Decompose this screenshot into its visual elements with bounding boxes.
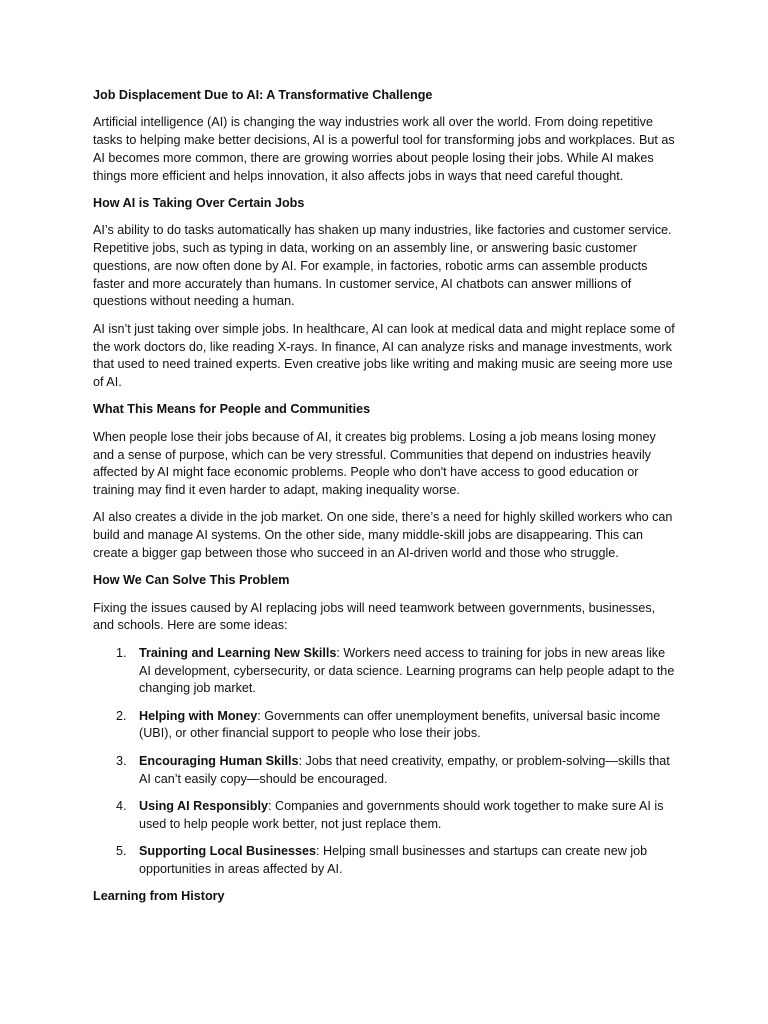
section-heading-solve-problem: How We Can Solve This Problem bbox=[93, 573, 290, 588]
list-item bbox=[93, 798, 675, 834]
solutions-list bbox=[93, 645, 675, 879]
list-item-text: : Helping small businesses and startups can create new job opportunities in areas affected by AI. bbox=[139, 843, 648, 876]
list-item-number: 4. bbox=[116, 798, 127, 813]
section3-paragraph-1: Fixing the issues caused by AI replacing jobs will need teamwork between governments, businesses, and schools. Here are some ideas: bbox=[93, 600, 656, 633]
section-heading-learning-history: Learning from History bbox=[93, 888, 225, 903]
list-item-text: : Governments can offer unemployment benefits, universal basic income (UBI), or other financial support to people who lose their jobs. bbox=[139, 708, 661, 741]
section1-paragraph-2: AI isn’t just taking over simple jobs. In healthcare, AI can look at medical data and might replace some of the work doctors do, like reading X-rays. In finance, AI can analyze risks and manage investments, work that used to need trained experts. Even creative jobs like writing and making music are seeing more use of AI. bbox=[93, 321, 675, 390]
list-item-term: Supporting Local Businesses bbox=[139, 843, 317, 858]
section2-paragraph-1: When people lose their jobs because of AI, it creates big problems. Losing a job means losing money and a sense of purpose, which can be very stressful. Communities that depend on industries heavily affected by AI might face economic problems. People who don't have access to good education or training may find it even harder to adapt, making inequality worse. bbox=[93, 429, 656, 498]
section1-paragraph-1: AI’s ability to do tasks automatically has shaken up many industries, like factories and customer service. Repetitive jobs, such as typing in data, working on an assembly line, or answering basic customer questions, are now often done by AI. For example, in factories, robotic arms can assemble products faster and more accurately than humans. In customer service, AI chatbots can answer millions of questions without needing a human. bbox=[93, 223, 672, 309]
list-item-number: 2. bbox=[116, 708, 127, 723]
list-item-number: 1. bbox=[116, 645, 127, 660]
list-item-number: 5. bbox=[116, 843, 127, 858]
intro-paragraph: Artificial intelligence (AI) is changing the way industries work all over the world. From doing repetitive tasks to helping make better decisions, AI is a powerful tool for transforming jobs and workplaces. But as AI becomes more common, there are growing worries about people losing their jobs. While AI makes things more efficient and helps innovation, it also affects jobs in ways that need careful thought. bbox=[93, 115, 675, 183]
section-heading-ai-taking-jobs: How AI is Taking Over Certain Jobs bbox=[93, 195, 305, 210]
list-item bbox=[93, 753, 675, 789]
list-item-text: : Jobs that need creativity, empathy, or problem-solving—skills that AI can’t easily copy—should be encouraged. bbox=[139, 753, 670, 786]
list-item bbox=[93, 708, 675, 744]
list-item-term: Training and Learning New Skills bbox=[139, 645, 337, 660]
document-title: Job Displacement Due to AI: A Transformative Challenge bbox=[93, 88, 433, 102]
list-item-term: Helping with Money bbox=[139, 708, 258, 723]
list-item bbox=[93, 843, 675, 879]
list-item-term: Using AI Responsibly bbox=[139, 798, 268, 813]
section2-paragraph-2: AI also creates a divide in the job market. On one side, there’s a need for highly skilled workers who can build and manage AI systems. On the other side, many middle-skill jobs are disappearing. This can create a bigger gap between those who succeed in an AI-driven world and those who struggle. bbox=[93, 510, 673, 561]
list-item-term: Encouraging Human Skills bbox=[139, 753, 299, 768]
list-item-number: 3. bbox=[116, 753, 127, 768]
list-item bbox=[93, 645, 675, 698]
document-page bbox=[93, 87, 675, 915]
list-item-text: : Companies and governments should work together to make sure AI is used to help people work better, not just replace them. bbox=[139, 798, 664, 831]
list-item-text: : Workers need access to training for jobs in new areas like AI development, cybersecurity, or data science. Learning programs can help people adapt to the changing job market. bbox=[139, 645, 675, 696]
section-heading-people-communities: What This Means for People and Communities bbox=[93, 402, 371, 417]
